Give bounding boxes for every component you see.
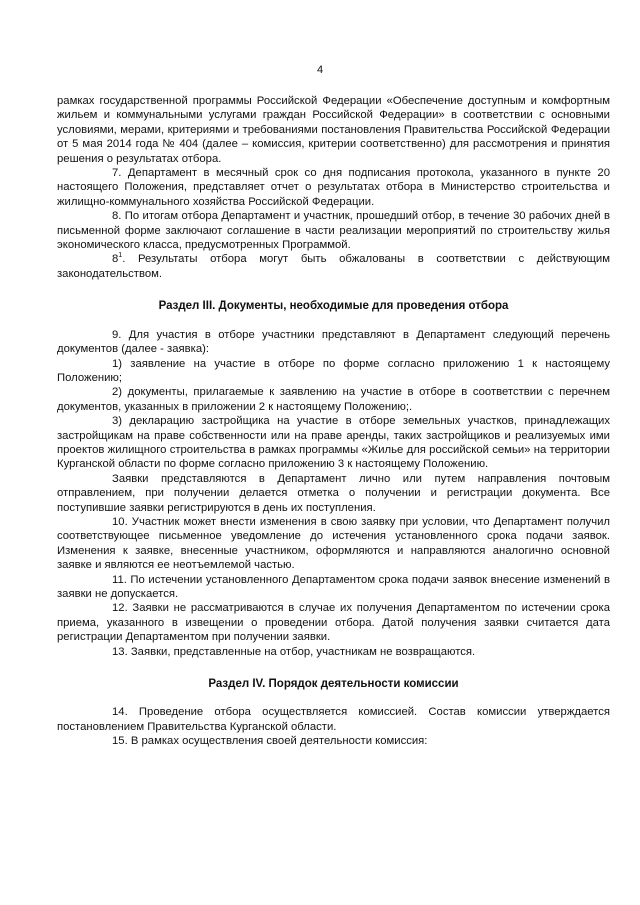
section-4-heading: Раздел IV. Порядок деятельности комиссии: [208, 678, 459, 691]
paragraph-9-item-3: 3) декларацию застройщика на участие в отборе земельных участков, принадлежащих застройщикам на праве собственности или на праве аренды, таких застройщиков и реализуемых ими проектов жилищного строительства в рамках программы «Жилье для российской семьи» на территории Курганской области по форме согласно приложению 3 к настоящему Положению.: [57, 415, 610, 471]
paragraph-14: 14. Проведение отбора осуществляется комиссией. Состав комиссии утверждается постановлением Правительства Курганской области.: [57, 706, 610, 733]
paragraph-7: 7. Департамент в месячный срок со дня подписания протокола, указанного в пункте 20 настоящего Положения, представляет отчет о результатах отбора в Министерство строительства и жилищно-коммунального хозяйства Российской Федерации.: [57, 167, 610, 208]
paragraph-15: 15. В рамках осуществления своей деятельности комиссия:: [112, 735, 428, 748]
paragraph-8-1-text: . Результаты отбора могут быть обжалованы в соответствии с действующим законодательством.: [57, 253, 610, 280]
paragraph-9-submission: Заявки представляются в Департамент лично или путем направления почтовым отправлением, при получении делается отметка о получении и регистрации документа. Все поступившие заявки регистрируются в день их поступления.: [57, 472, 610, 514]
paragraph-8-1-number: 8: [112, 253, 119, 266]
paragraph-12: 12. Заявки не рассматриваются в случае их получения Департаментом по истечении срока приема, указанного в извещении о проведении отбора. Датой получения заявки считается дата регистрации Департаментом при получении заявки.: [57, 602, 610, 644]
paragraph-8-1: [57, 252, 610, 281]
paragraph-9: 9. Для участия в отборе участники представляют в Департамент следующий перечень документов (далее - заявка):: [57, 328, 610, 356]
page-number: 4: [316, 64, 324, 76]
paragraph-8: 8. По итогам отбора Департамент и участник, прошедший отбор, в течение 30 рабочих дней в письменной форме заключают соглашение в части реализации мероприятий по строительству жилья экономического класса, предусмотренных Программой.: [57, 210, 610, 252]
paragraph-9-item-1: 1) заявление на участие в отборе по форме согласно приложению 1 к настоящему Положению;: [57, 357, 610, 384]
section-3-heading: Раздел III. Документы, необходимые для проведения отбора: [158, 300, 509, 313]
paragraph-13: 13. Заявки, представленные на отбор, участникам не возвращаются.: [112, 645, 476, 658]
paragraph-10: 10. Участник может внести изменения в свою заявку при условии, что Департамент получил соответствующее письменное уведомление до истечения установленного срока подачи заявок. Изменения к заявке, внесенные участником, оформляются и направляются аналогично основной заявке и являются ее неотъемлемой частью.: [57, 515, 610, 572]
paragraph-9-item-2: 2) документы, прилагаемые к заявлению на участие в отборе в соответствии с перечнем документов, указанных в приложении 2 к настоящему Положению;.: [57, 386, 610, 413]
paragraph-8-1-superscript: 1: [118, 252, 123, 260]
paragraph-11: 11. По истечении установленного Департаментом срока подачи заявок внесение изменений в заявки не допускается.: [57, 573, 610, 600]
paragraph-continuation: рамках государственной программы Российской Федерации «Обеспечение доступным и комфортным жильем и коммунальными услугами граждан Российской Федерации» в соответствии с основными условиями, мерами, критериями и требованиями постановления Правительства Российской Федерации от 5 мая 2014 года № 404 (далее – комиссия, критерии соответственно) для рассмотрения и принятия решения о результатах отбора.: [57, 95, 610, 165]
document-body: [57, 94, 610, 749]
